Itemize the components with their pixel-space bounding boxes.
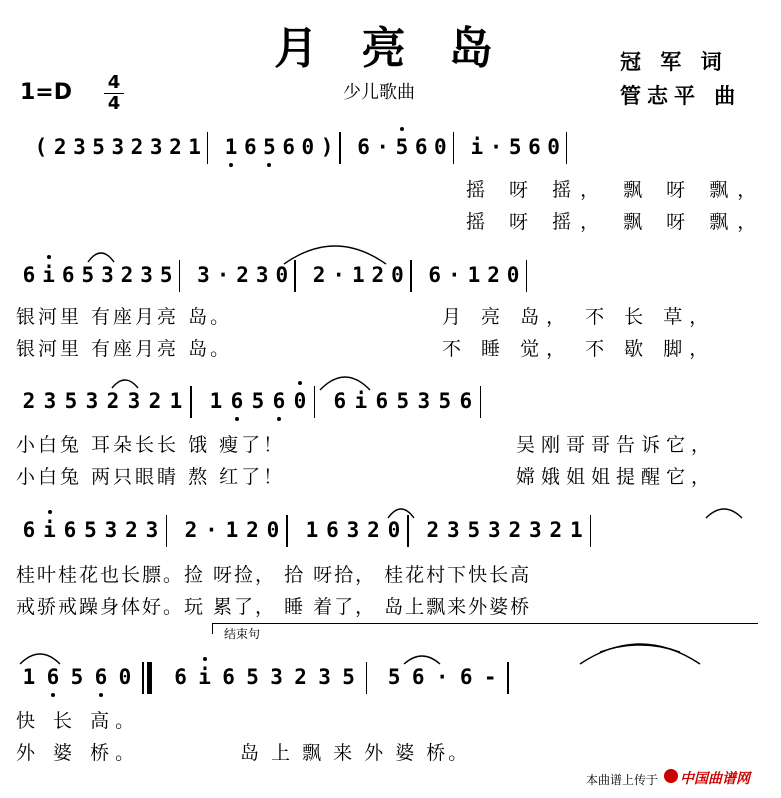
note: 2: [130, 135, 144, 159]
note: -: [483, 665, 497, 689]
note: 1: [225, 518, 239, 542]
note: 6: [528, 135, 541, 159]
note: 3: [140, 263, 153, 287]
note: 0: [434, 135, 447, 159]
note: 6: [428, 263, 442, 287]
lyric-row1-verse2: 摇 呀 摇， 飘 呀 飘，: [466, 211, 766, 233]
barline: [410, 260, 412, 292]
lyricist-credit: 冠 军 词: [620, 50, 728, 74]
note: 5: [246, 665, 259, 689]
note: 3: [101, 263, 114, 287]
note: 6: [226, 388, 248, 414]
note: 3: [111, 135, 125, 159]
note: i: [39, 517, 61, 543]
note: 6: [414, 135, 428, 159]
note: 3: [255, 263, 269, 287]
ending-bracket: [212, 623, 758, 634]
dot-token: ·: [205, 518, 218, 542]
dot-token: ·: [435, 665, 449, 689]
note: 2: [106, 389, 120, 413]
note: 3: [529, 518, 542, 542]
time-sig-bottom: 4: [107, 93, 121, 114]
note: 2: [53, 135, 67, 159]
note: 0: [387, 518, 401, 542]
lyric-row3-verse1b: 吴刚哥哥告诉它，: [516, 434, 717, 456]
note: 2: [125, 518, 138, 542]
note: 1: [169, 389, 183, 413]
note: 5: [64, 389, 78, 413]
note: 3: [73, 135, 86, 159]
lyric-row5-verse2a: 外 婆 桥。: [16, 742, 141, 764]
note: 2: [169, 135, 182, 159]
slur: [112, 380, 138, 388]
note: 1: [22, 665, 36, 689]
note: 3: [417, 389, 431, 413]
note: 6: [61, 263, 75, 287]
note: 1: [305, 518, 319, 542]
ending-label: 结束句: [224, 627, 261, 641]
note: 6: [375, 389, 389, 413]
dot-token: ·: [489, 135, 503, 159]
lyric-row3-verse1a: 小白兔 耳朵长长 饿 瘦了！: [16, 434, 286, 456]
note: 6: [90, 664, 112, 690]
note: 2: [184, 518, 198, 542]
notation-row-4: [0, 517, 781, 557]
barline: [480, 386, 482, 418]
barline: [453, 132, 455, 164]
lyric-row5-verse1: 快 长 高。: [16, 710, 141, 732]
slur: [20, 654, 60, 664]
lyric-row2-verse2b: 不 睡 觉， 不 歇 脚，: [442, 338, 716, 360]
lyric-row4-verse2: 戒骄戒躁身体好。玩 累了， 睡 着了， 岛上飘来外婆桥: [16, 596, 532, 618]
note: 6: [459, 389, 473, 413]
barline: [366, 662, 368, 694]
lyric-row4-verse1: 桂叶桂花也长膘。捡 呀捡， 拾 呀拾， 桂花村下快长高: [16, 564, 532, 586]
note: 2: [22, 389, 36, 413]
note: 3: [85, 389, 99, 413]
note: 0: [391, 263, 404, 287]
barline: [207, 132, 209, 164]
lyric-row2-verse2a: 银河里 有座月亮 岛。: [16, 338, 233, 360]
barline: [142, 662, 144, 694]
note: 5: [387, 665, 401, 689]
note: 3: [270, 665, 283, 689]
note: 6: [326, 518, 339, 542]
barline: [179, 260, 181, 292]
note: 2: [294, 665, 307, 689]
song-title: 月 亮 岛: [274, 23, 507, 74]
note: 6: [411, 665, 425, 689]
note: 2: [236, 263, 249, 287]
site-brand[interactable]: 中国曲谱网: [680, 771, 750, 787]
song-genre: 少儿歌曲: [343, 82, 415, 103]
lyric-row3-verse2b: 嫦娥姐姐提醒它，: [516, 466, 717, 488]
note: 3: [145, 518, 159, 542]
note: 0: [266, 518, 280, 542]
note: 6: [22, 263, 36, 287]
note: 2: [549, 518, 563, 542]
note: 3: [346, 518, 360, 542]
barline: [190, 386, 192, 418]
note: 2: [508, 518, 522, 542]
composer-credit: 管志平 曲: [620, 84, 742, 108]
barline: [286, 515, 288, 547]
lyric-row2-verse1b: 月 亮 岛， 不 长 草，: [442, 306, 716, 328]
note: 0: [547, 135, 560, 159]
note: i: [354, 389, 368, 413]
note: 6: [282, 135, 295, 159]
note: 1: [570, 518, 583, 542]
lyric-row3-verse2a: 小白兔 两只眼睛 熬 红了！: [16, 466, 286, 488]
note: 6: [459, 665, 473, 689]
barline: [314, 386, 316, 418]
site-logo-icon: [664, 769, 678, 783]
note: i: [470, 135, 484, 159]
time-sig-top: 4: [107, 72, 121, 93]
barline: [590, 515, 592, 547]
note: 3: [43, 389, 57, 413]
upload-footer: 本曲谱上传于: [586, 773, 659, 787]
note: 0: [289, 388, 311, 414]
note: 2: [426, 518, 440, 542]
note: 0: [301, 135, 315, 159]
note: 5: [467, 518, 481, 542]
note: 5: [258, 134, 280, 160]
note: 5: [396, 389, 410, 413]
barline: [526, 260, 528, 292]
dot-token: ·: [332, 263, 345, 287]
note: 5: [84, 518, 97, 542]
note: 1: [467, 263, 481, 287]
note: 3: [104, 518, 118, 542]
note: 5: [508, 135, 522, 159]
slur: [404, 656, 440, 664]
note: 2: [120, 263, 134, 287]
dot-token: ·: [216, 263, 230, 287]
repeat-barline: [147, 662, 152, 694]
note: 2: [246, 518, 259, 542]
barline: [407, 515, 409, 547]
notation-row-5: [0, 664, 781, 704]
note: 6: [42, 664, 64, 690]
note: 3: [447, 518, 460, 542]
note: 1: [351, 263, 365, 287]
note: 6: [222, 665, 235, 689]
note: i: [194, 664, 216, 690]
note: i: [38, 262, 60, 288]
note: 2: [312, 263, 326, 287]
note: 3: [149, 135, 163, 159]
note: 2: [487, 263, 500, 287]
note: 5: [81, 263, 95, 287]
note: 3: [197, 263, 210, 287]
note: 5: [70, 665, 84, 689]
note: 3: [127, 389, 141, 413]
lyric-row5-verse2b: 岛 上 飘 来 外 婆 桥。: [240, 742, 471, 764]
key-signature: 1=D: [20, 80, 73, 105]
note: 6: [243, 135, 257, 159]
time-signature: [104, 74, 124, 113]
dot-token: ·: [376, 135, 390, 159]
bracket-token: (: [34, 135, 48, 159]
barline: [507, 662, 509, 694]
note: 1: [188, 135, 201, 159]
slur: [88, 253, 114, 262]
note: 6: [174, 665, 187, 689]
barline: [294, 260, 296, 292]
note: 3: [488, 518, 501, 542]
note: 2: [371, 263, 385, 287]
note: 0: [275, 263, 289, 287]
note: 5: [251, 389, 265, 413]
slur: [580, 644, 700, 664]
notation-row-3: [0, 388, 781, 428]
note: 2: [148, 389, 162, 413]
note: 6: [22, 518, 36, 542]
notation-row-2: [0, 262, 781, 302]
note: 6: [357, 135, 370, 159]
note: 5: [391, 134, 413, 160]
note: 5: [342, 665, 355, 689]
slur: [600, 645, 680, 652]
note: 5: [92, 135, 105, 159]
barline: [166, 515, 168, 547]
note: 3: [318, 665, 331, 689]
note: 2: [367, 518, 380, 542]
bracket-token: ): [320, 135, 334, 159]
note: 0: [506, 263, 520, 287]
note: 5: [159, 263, 173, 287]
dot-token: ·: [447, 263, 461, 287]
note: 1: [209, 389, 223, 413]
notation-row-1: [0, 134, 781, 174]
note: 5: [438, 389, 452, 413]
note: 0: [118, 665, 132, 689]
lyric-row2-verse1a: 银河里 有座月亮 岛。: [16, 306, 233, 328]
lyric-row1-verse1: 摇 呀 摇， 飘 呀 飘，: [466, 179, 766, 201]
note: 6: [63, 518, 77, 542]
note: 6: [333, 389, 347, 413]
note: 6: [268, 388, 290, 414]
note: 1: [220, 134, 242, 160]
barline: [566, 132, 568, 164]
barline: [339, 132, 341, 164]
